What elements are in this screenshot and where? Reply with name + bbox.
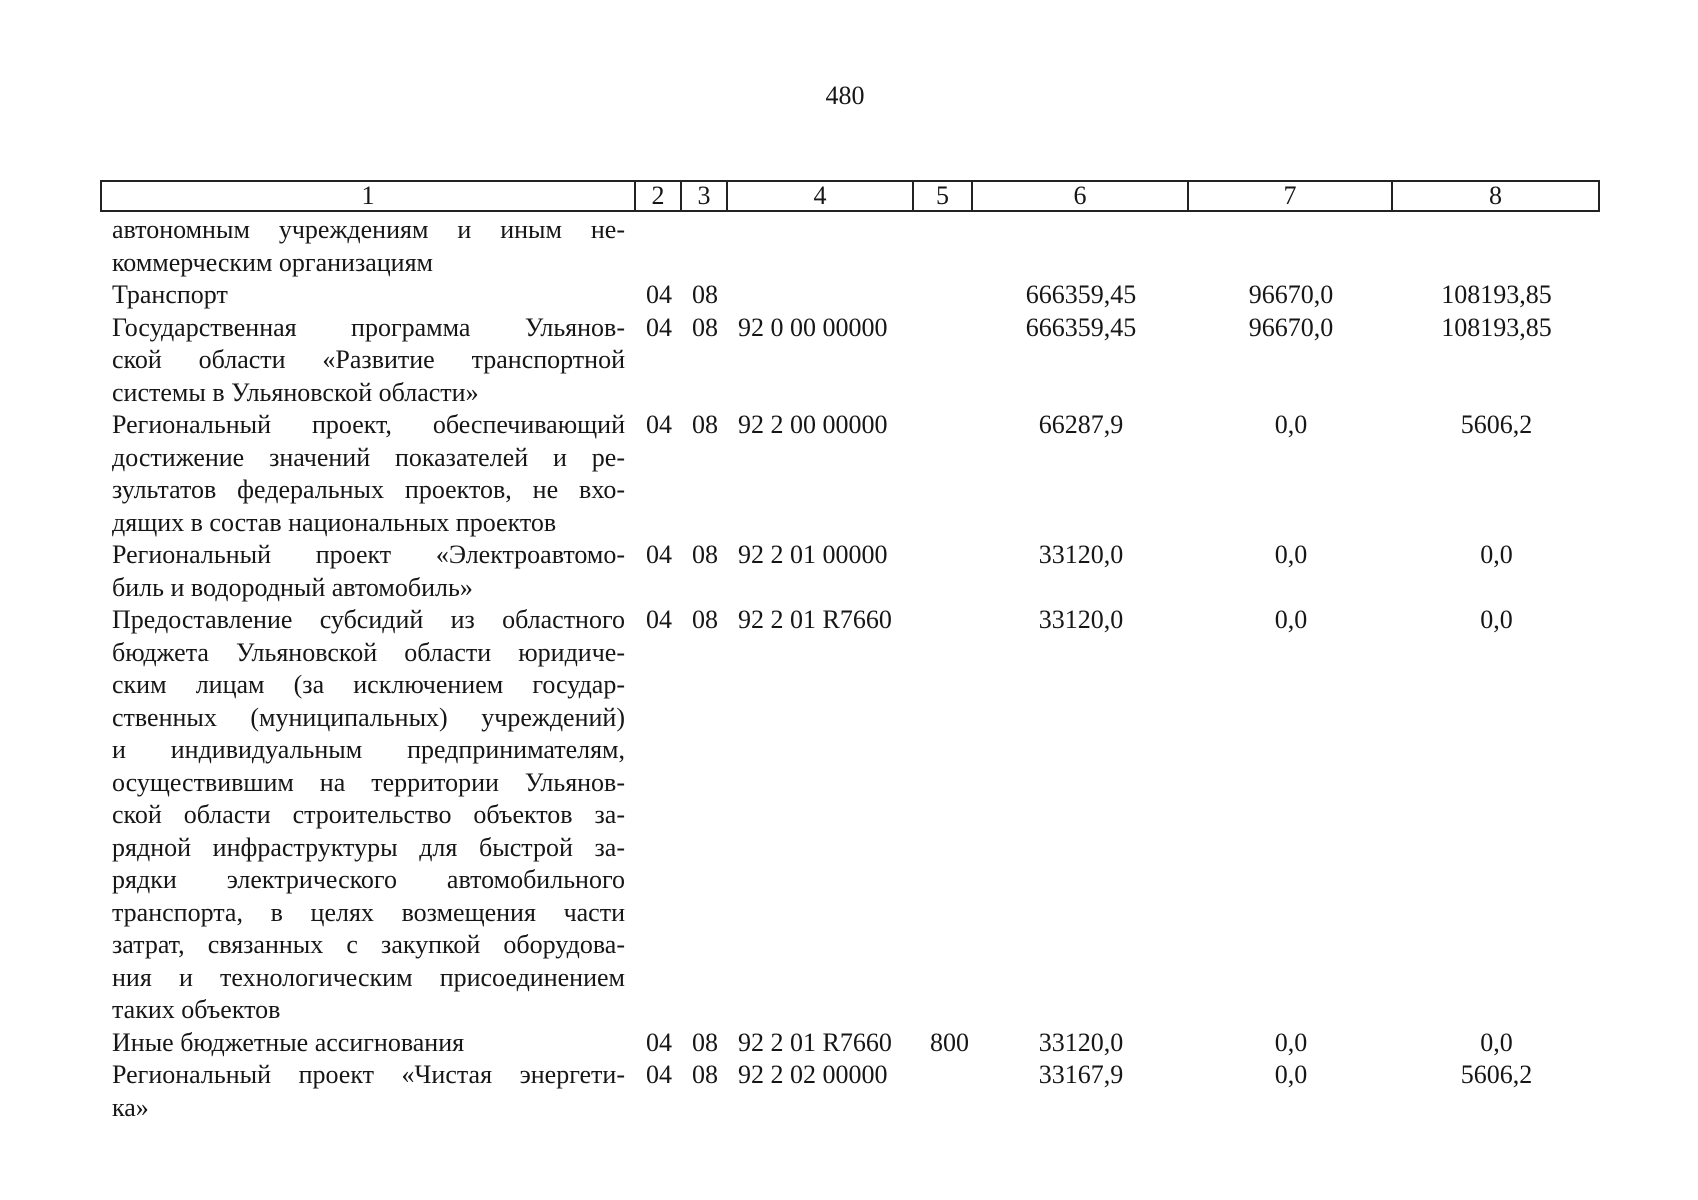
col-7-cell: 0,0 <box>1274 1027 1308 1057</box>
col-2-cell: 04 <box>646 312 672 342</box>
row-name-line: Государственная программа Ульянов- <box>112 312 625 342</box>
empty-cell <box>914 409 973 539</box>
table-row <box>100 214 1600 279</box>
empty-cell <box>914 312 973 410</box>
header-col-6: 6 <box>973 182 1189 210</box>
empty-cell <box>728 279 914 312</box>
row-name-line: рядки электрического автомобильного <box>112 865 625 894</box>
col-6-cell: 666359,45 <box>1025 312 1137 342</box>
header-col-8: 8 <box>1393 182 1600 210</box>
row-name-line: ния и технологическим присоединением <box>112 962 625 992</box>
col-3-cell: 08 <box>692 410 718 439</box>
empty-cell <box>682 214 728 279</box>
row-name-line: биль и водородный автомобиль» <box>112 572 473 602</box>
col-8-cell: 108193,85 <box>1441 280 1552 309</box>
empty-cell <box>914 1059 973 1124</box>
row-name-line: ской области строительство объектов за- <box>112 800 625 829</box>
row-name-line: ка» <box>112 1092 149 1122</box>
row-name-line: рядной инфраструктуры для быстрой за- <box>112 832 625 862</box>
col-7-cell: 0,0 <box>1274 540 1308 569</box>
col-8-cell: 5606,2 <box>1460 1060 1533 1089</box>
col-4-cell: 92 2 00 00000 <box>738 410 888 439</box>
header-col-4: 4 <box>728 182 914 210</box>
row-name-line: ским лицам (за исключением государ- <box>112 670 625 699</box>
table-header <box>100 180 1600 212</box>
col-3-cell: 08 <box>692 605 718 634</box>
row-name <box>100 312 636 410</box>
col-3-cell: 08 <box>692 280 718 309</box>
empty-cell <box>1189 214 1393 279</box>
col-8-cell: 0,0 <box>1480 1027 1513 1057</box>
col-8-cell: 5606,2 <box>1460 410 1533 439</box>
col-8-cell: 0,0 <box>1480 605 1513 634</box>
col-4-cell: 92 2 01 R7660 <box>738 605 892 634</box>
col-3-cell: 08 <box>692 540 718 569</box>
col-7-cell: 96670,0 <box>1248 280 1334 309</box>
row-name-line: Предоставление субсидий из областного <box>112 605 625 634</box>
row-name-line: ской области «Развитие транспортной <box>112 345 625 374</box>
row-name-line: Региональный проект, обеспечивающий <box>112 410 625 439</box>
row-name-line: осуществившим на территории Ульянов- <box>112 767 625 797</box>
col-3-cell: 08 <box>692 312 718 342</box>
col-2-cell: 04 <box>646 280 672 309</box>
table-row <box>100 539 1600 604</box>
row-name <box>100 604 636 1027</box>
row-name <box>100 1027 636 1060</box>
row-name-line: ственных (муниципальных) учреждений) <box>112 702 625 732</box>
row-name <box>100 279 636 312</box>
table-body <box>100 214 1600 1124</box>
col-6-cell: 33120,0 <box>1038 1027 1124 1057</box>
col-3-cell: 08 <box>692 1060 718 1089</box>
row-name-line: Региональный проект «Электроавтомо- <box>112 540 625 569</box>
empty-cell <box>973 214 1189 279</box>
col-6-cell: 33120,0 <box>1038 540 1124 569</box>
page-number: 480 <box>825 81 865 110</box>
empty-cell <box>728 214 914 279</box>
row-name <box>100 1059 636 1124</box>
col-7-cell: 0,0 <box>1274 605 1308 634</box>
row-name-line: затрат, связанных с закупкой оборудова- <box>112 930 625 959</box>
col-4-cell: 92 2 01 R7660 <box>738 1027 892 1057</box>
empty-cell <box>636 214 682 279</box>
col-4-cell: 92 2 02 00000 <box>738 1060 888 1089</box>
empty-cell <box>914 279 973 312</box>
row-name-line: дящих в состав национальных проектов <box>112 507 557 537</box>
table-row <box>100 409 1600 539</box>
empty-cell <box>1393 214 1600 279</box>
col-2-cell: 04 <box>646 540 672 569</box>
col-2-cell: 04 <box>646 1060 672 1089</box>
col-2-cell: 04 <box>646 1027 672 1057</box>
col-7-cell: 0,0 <box>1274 1060 1308 1089</box>
row-name-line: Иные бюджетные ассигнования <box>112 1027 465 1057</box>
col-7-cell: 0,0 <box>1274 410 1308 439</box>
col-2-cell: 04 <box>646 410 672 439</box>
row-name-line: коммерческим организациям <box>112 247 434 277</box>
col-4-cell: 92 2 01 00000 <box>738 540 888 569</box>
header-col-1: 1 <box>100 182 636 210</box>
col-4-cell: 92 0 00 00000 <box>738 312 888 342</box>
table-row <box>100 1059 1600 1124</box>
row-name <box>100 539 636 604</box>
header-col-2: 2 <box>636 182 682 210</box>
col-6-cell: 66287,9 <box>1038 410 1124 439</box>
col-3-cell: 08 <box>692 1027 718 1057</box>
col-6-cell: 33167,9 <box>1038 1060 1124 1089</box>
row-name-line: Региональный проект «Чистая энергети- <box>112 1060 625 1089</box>
row-name-line: зультатов федеральных проектов, не вхо- <box>112 475 625 504</box>
row-name-line: бюджета Ульяновской области юридиче- <box>112 637 625 667</box>
row-name-line: Транспорт <box>112 280 228 309</box>
col-5-cell: 800 <box>930 1027 969 1057</box>
row-name-line: таких объектов <box>112 995 281 1024</box>
col-7-cell: 96670,0 <box>1248 312 1334 342</box>
table-row <box>100 312 1600 410</box>
col-6-cell: 33120,0 <box>1038 605 1124 634</box>
row-name-line: достижение значений показателей и ре- <box>112 442 625 472</box>
table-row <box>100 1027 1600 1060</box>
empty-cell <box>914 604 973 1027</box>
header-col-5: 5 <box>914 182 973 210</box>
table-row <box>100 604 1600 1027</box>
row-name <box>100 409 636 539</box>
empty-cell <box>914 539 973 604</box>
row-name-line: транспорта, в целях возмещения части <box>112 897 625 927</box>
col-6-cell: 666359,45 <box>1025 280 1137 309</box>
col-2-cell: 04 <box>646 605 672 634</box>
row-name-line: системы в Ульяновской области» <box>112 377 479 407</box>
row-name-line: автономным учреждениям и иным не- <box>112 215 625 244</box>
row-name <box>100 214 636 279</box>
row-name-line: и индивидуальным предпринимателям, <box>112 735 625 764</box>
col-8-cell: 108193,85 <box>1441 312 1552 342</box>
header-col-3: 3 <box>682 182 728 210</box>
col-8-cell: 0,0 <box>1480 540 1513 569</box>
header-col-7: 7 <box>1189 182 1393 210</box>
empty-cell <box>914 214 973 279</box>
table-row <box>100 279 1600 312</box>
